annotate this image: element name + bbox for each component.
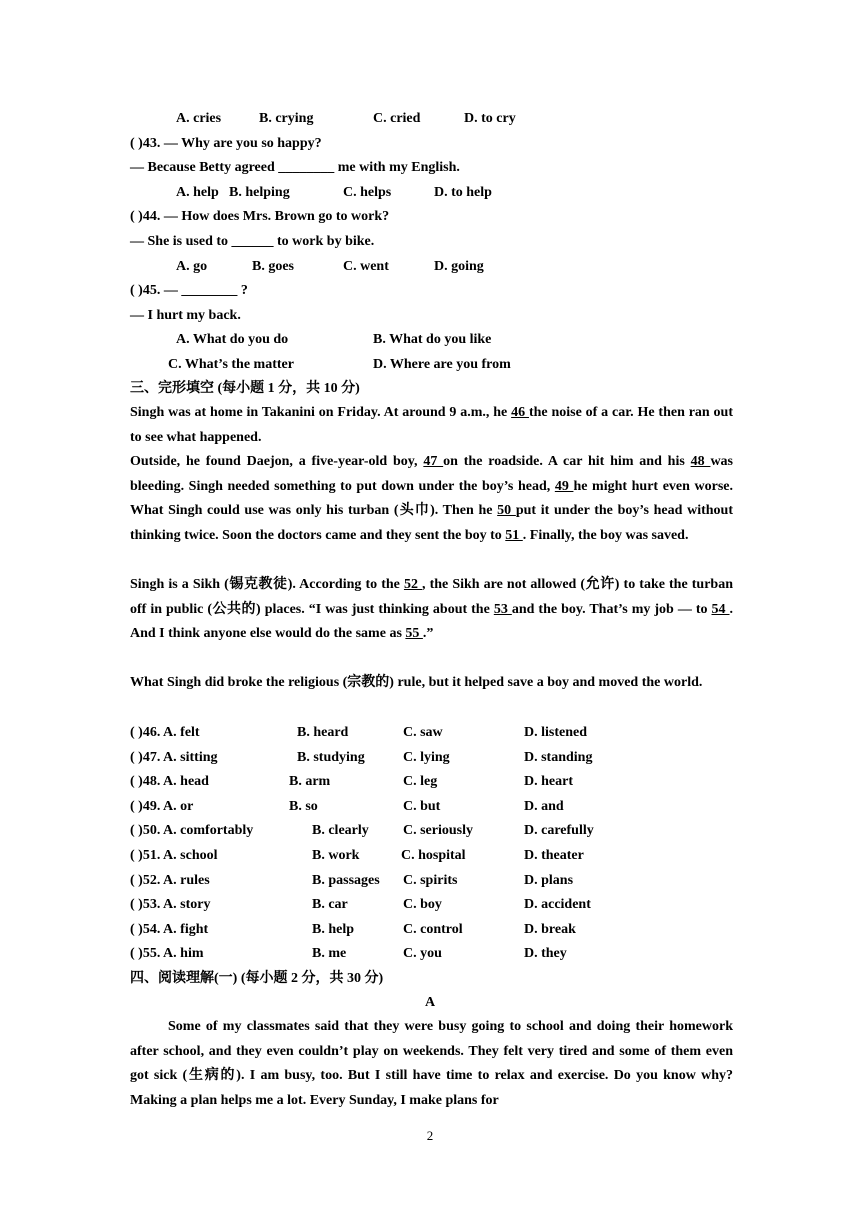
cloze-text: .” [422, 626, 434, 642]
q45-option-d: D. Where are you from [373, 357, 511, 372]
q43-question: ( )43. — Why are you so happy? [130, 136, 322, 151]
cloze-option-b: B. arm [289, 774, 331, 789]
cloze-text: Singh was at home in Takanini on Friday. At around 9 a.m., he [130, 405, 512, 420]
q43-answer: — Because Betty agreed ________ me with my English. [130, 160, 460, 175]
cloze-option-d: D. carefully [524, 823, 594, 838]
cloze-question-52: ( )52. A. rules [130, 873, 210, 888]
cloze-option-c: C. seriously [403, 823, 473, 838]
q44-question: ( )44. — How does Mrs. Brown go to work? [130, 209, 390, 224]
cloze-option-c: C. but [403, 799, 441, 814]
cloze-question-53: ( )53. A. story [130, 897, 211, 912]
cloze-text: he might hurt even worse. What Singh could use was only his turban (头巾). Then he [130, 478, 733, 519]
blank-49: 49 [554, 478, 574, 494]
section-3-title: 三、完形填空 (每小题 1 分，共 10 分) [130, 381, 360, 396]
cloze-question-47: ( )47. A. sitting [130, 750, 218, 765]
cloze-option-c: C. boy [403, 897, 442, 912]
cloze-text: and the boy. That’s my job — to [511, 601, 712, 617]
blank-47: 47 [423, 454, 444, 469]
cloze-option-c: C. hospital [401, 848, 466, 863]
blank-53: 53 [493, 601, 512, 617]
cloze-option-d: D. heart [524, 774, 573, 789]
cloze-text: . Finally, the boy was saved. [522, 527, 689, 543]
page-number: 2 [426, 1128, 434, 1143]
cloze-option-b: B. help [312, 922, 355, 937]
q44-option-d: D. going [434, 259, 484, 274]
passage-a-text: Some of my classmates said that they were busy going to school and doing their homework after school, and they even couldn’t play on weekends. They felt very tired and some of them even got sick (生病的). I am busy, too. But I still have time to relax and exercise. Do you know why? Making a plan helps me a lot. Every Sunday, I make plans for [130, 1019, 733, 1108]
q45-option-c: C. What’s the matter [168, 357, 294, 372]
q42-option-d: D. to cry [464, 111, 516, 126]
cloze-option-b: B. car [312, 897, 348, 912]
cloze-option-d: D. break [524, 922, 576, 937]
q44-answer: — She is used to ______ to work by bike. [130, 234, 375, 249]
q45-question: ( )45. — ________ ? [130, 283, 248, 298]
q42-option-a: A. cries [176, 111, 222, 126]
q42-option-b: B. crying [259, 111, 314, 126]
cloze-text: . And I think anyone else would do the same as [130, 601, 734, 642]
q44-option-b: B. goes [252, 259, 294, 274]
q43-option-c: C. helps [343, 185, 392, 200]
cloze-option-c: C. lying [403, 750, 450, 765]
cloze-text: the noise of a car. He then ran out to see what happened. [130, 405, 734, 445]
cloze-option-c: C. spirits [403, 873, 458, 888]
cloze-text: , the Sikh are not allowed (允许) to take the turban off in public (公共的) places. “I was just thinking about the [130, 577, 733, 617]
cloze-option-b: B. studying [297, 750, 365, 765]
q43-option-d: D. to help [434, 185, 492, 200]
cloze-text: on the roadside. A car hit him and his [443, 454, 691, 469]
q45-answer: — I hurt my back. [130, 308, 241, 323]
blank-46: 46 [511, 405, 529, 420]
q43-option-b: B. helping [229, 185, 290, 200]
cloze-text: Outside, he found Daejon, a five-year-old boy, [130, 454, 424, 469]
cloze-question-48: ( )48. A. head [130, 774, 209, 789]
cloze-question-51: ( )51. A. school [130, 848, 218, 863]
q45-option-b: B. What do you like [373, 332, 492, 347]
cloze-text: Singh is a Sikh (锡克教徒). According to the [130, 577, 404, 592]
cloze-option-c: C. leg [403, 774, 438, 789]
section-4-title: 四、阅读理解(一) (每小题 2 分，共 30 分) [130, 971, 384, 986]
q44-option-a: A. go [176, 259, 208, 274]
cloze-option-c: C. control [403, 922, 463, 937]
q42-option-c: C. cried [373, 111, 421, 126]
cloze-option-d: D. accident [524, 897, 591, 912]
cloze-text: was bleeding. Singh needed something to put down under the boy’s head, [130, 454, 733, 494]
cloze-question-50: ( )50. A. comfortably [130, 823, 254, 838]
passage-a-label: A [424, 995, 436, 1010]
cloze-option-c: C. saw [403, 725, 443, 740]
cloze-paragraph-1 [130, 401, 733, 450]
cloze-option-b: B. work [312, 848, 360, 863]
cloze-paragraph-2 [130, 450, 733, 548]
cloze-option-b: B. heard [297, 725, 349, 740]
cloze-question-55: ( )55. A. him [130, 946, 204, 961]
cloze-option-d: D. listened [524, 725, 587, 740]
q44-option-c: C. went [343, 259, 389, 274]
cloze-text: put it under the boy’s head without thinking twice. Soon the doctors came and they sent the boy to [130, 503, 733, 543]
cloze-option-b: B. clearly [312, 823, 369, 838]
cloze-option-c: C. you [403, 946, 442, 961]
cloze-paragraph-4: What Singh did broke the religious (宗教的) rule, but it helped save a boy and moved the world. [130, 675, 703, 690]
cloze-option-d: D. standing [524, 750, 593, 765]
blank-55: 55 [405, 626, 423, 642]
cloze-option-d: D. and [524, 799, 564, 814]
cloze-option-b: B. passages [312, 873, 380, 888]
blank-52: 52 [403, 577, 423, 592]
cloze-question-49: ( )49. A. or [130, 799, 194, 814]
q45-option-a: A. What do you do [176, 332, 289, 347]
cloze-option-b: B. so [289, 799, 318, 814]
cloze-option-d: D. they [524, 946, 567, 961]
blank-50: 50 [497, 503, 516, 519]
q43-option-a: A. help [176, 185, 219, 200]
cloze-paragraph-3 [130, 573, 733, 647]
cloze-option-d: D. theater [524, 848, 584, 863]
blank-54: 54 [711, 601, 730, 617]
cloze-option-b: B. me [312, 946, 347, 961]
cloze-question-54: ( )54. A. fight [130, 922, 209, 937]
blank-48: 48 [690, 454, 711, 469]
cloze-question-46: ( )46. A. felt [130, 725, 200, 740]
cloze-option-d: D. plans [524, 873, 574, 888]
blank-51: 51 [505, 527, 523, 543]
